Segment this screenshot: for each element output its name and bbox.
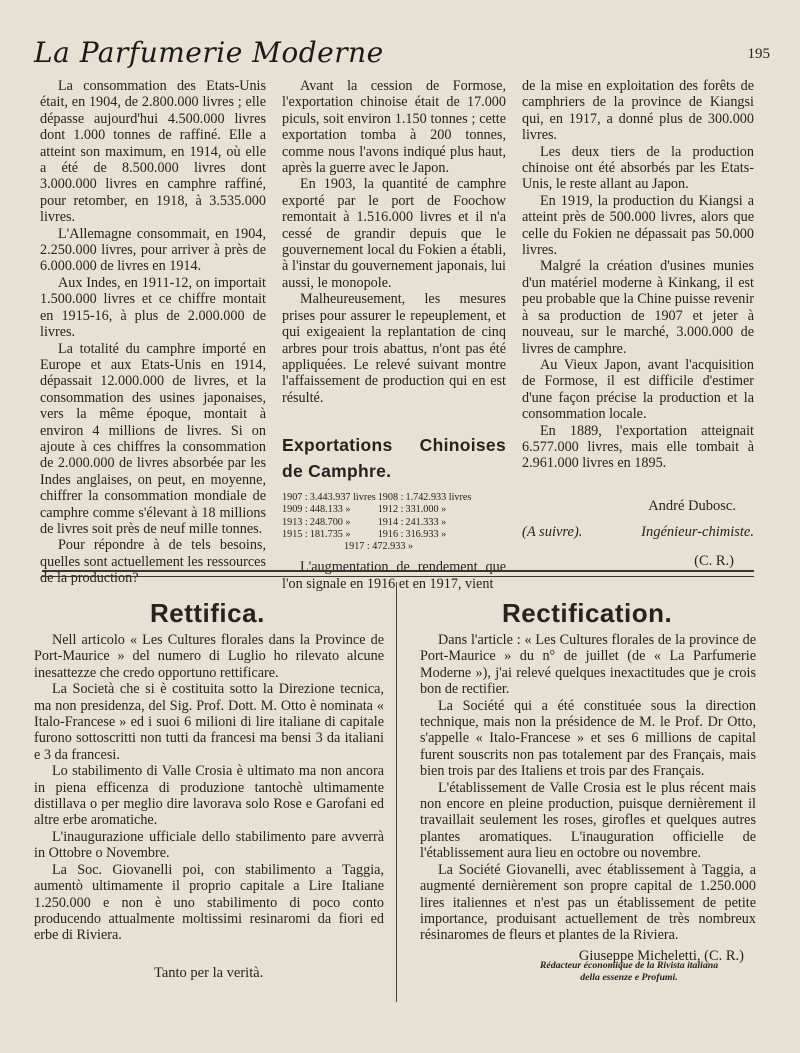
paragraph: La Soc. Giovanelli poi, con stabilimento a Taggia, aumentò ultimamente il proprio capitale a Lire Italiane 1.250.000 e non è uno stabilimento di poco conto producendo attualmente moltissimi resinaromi da fiori ed erbe di Riviera.: [34, 861, 384, 944]
closing-line: Tanto per la verità.: [154, 965, 264, 981]
rectification-body: [420, 632, 756, 964]
signature-line: [522, 524, 754, 540]
paragraph: L'inaugurazione ufficiale dello stabilimento pare avverrà in Ottobre o Novembre.: [34, 828, 384, 862]
author-role: Ingénieur-chimiste.: [641, 524, 754, 541]
section-divider: [42, 576, 754, 577]
signature-title-line: della essenze e Profumi.: [580, 971, 678, 983]
table-cell: 1908 :: [377, 492, 404, 504]
paragraph: Nell articolo « Les Cultures florales dans la Province de Port-Maurice » del numero di Luglio ho rilevato alcune inesattezze che credo opportuno rettificare.: [34, 632, 384, 681]
paragraph: Les deux tiers de la production chinoise ont été absorbés par les Etats-Unis, le reste allant au Japon.: [522, 143, 754, 193]
table-cell: 3.443.937 livres: [309, 492, 376, 504]
signature-title-line: Rédacteur économique de la Rivista italiana: [539, 960, 719, 971]
column-1: [40, 78, 266, 587]
table-row: [282, 492, 473, 504]
paragraph: L'établissement de Valle Crosia est le plus récent mais non encore en pleine production, puisque dernièrement il travaillait seulement les roses, girofles et quelques autres plantes aromatiques. L'inauguration officielle de l'établissement aura lieu en octobre ou novembre.: [420, 779, 756, 862]
table-row: [282, 541, 473, 553]
table-row: [282, 504, 473, 516]
paragraph: La consommation des Etats-Unis était, en 1904, de 2.800.000 livres ; elle dépasse aujourd'hui 4.500.000 livres dont 1.000 tonnes de raffiné. Elle a atteint son maximum, en 1914, où elle a été de 8.500.000 livres dont 3.000.000 livres en camphre raffiné, pour retomber, en 1918, à 3.535.000 livres.: [40, 78, 266, 226]
table-cell: 448.133 »: [309, 504, 351, 516]
exports-table: [282, 492, 473, 553]
page-number: 195: [747, 46, 770, 62]
table-row: [282, 517, 473, 529]
paragraph: L'augmentation de rendement que l'on signale en 1916 et en 1917, vient: [282, 559, 506, 592]
table-cell: 1913 :: [282, 516, 308, 528]
table-cell: 1916 :: [377, 528, 404, 540]
table-cell: 181.735 »: [309, 528, 351, 540]
paragraph: Aux Indes, en 1911-12, on importait 1.500.000 livres et ce chiffre montait en 1915-16, à plus de 2.000.000 de livres.: [40, 274, 266, 341]
masthead: [34, 36, 774, 76]
paragraph: L'Allemagne consommait, en 1904, 2.250.000 livres, pour arriver à près de 6.000.000 de livres en 1914.: [40, 225, 266, 275]
paragraph: de la mise en exploitation des forêts de camphriers de la province de Kiangsi qui, en 1917, a donné plus de 300.000 livres.: [522, 78, 754, 144]
exports-heading: Exportations Chinoises de Camphre.: [282, 435, 506, 482]
table-cell: 1915 :: [282, 528, 308, 540]
table-cell: 331.000 »: [405, 504, 447, 516]
table-cell: 248.700 »: [309, 516, 351, 528]
paragraph: La totalité du camphre importé en Europe et aux Etats-Unis en 1914, dépassait 12.000.000 de livres, et la consommation des usines japonaises, vers la même époque, montait à environ 4 millions de livres. Si on ajoute à ces chiffres la consommation de 2.000.000 de livres absorbée par les Indes anglaises, on peut, en moyenne, chiffrer la consommation mondiale de camphre comme s'élevant à 18 millions de livres soit près de neuf mille tonnes.: [40, 340, 266, 537]
table-row: [282, 529, 473, 541]
journal-title: La Parfumerie Moderne: [34, 36, 384, 69]
paragraph: Malheureusement, les mesures prises pour assurer le repeuplement, et qui exigeaient la replantation de cinq arbres pour trois abattus, n'ont pas été appliquées. Le relevé suivant montre l'affaissement de production qui en est résulté.: [282, 291, 506, 406]
table-cell: 241.333 »: [405, 516, 447, 528]
paragraph: Avant la cession de Formose, l'exportation chinoise était de 17.000 piculs, soit environ 1.150 tonnes ; cette exportation tomba à 200 tonnes, comme nous l'avons indiqué plus haut, après la guerre avec le Japon.: [282, 78, 506, 177]
to-be-continued: (A suivre).: [522, 524, 583, 541]
table-cell: 1917 : 472.933 »: [344, 540, 414, 552]
paragraph: Pour répondre à de tels besoins, quelles sont actuellement les ressources de la production?: [40, 537, 266, 587]
section-divider: [42, 570, 754, 572]
rectification-title: Rectification.: [502, 598, 673, 628]
column-3: [522, 78, 754, 569]
paragraph: En 1889, l'exportation atteignait 6.577.000 livres, mais elle tombait à 2.961.000 livres en 1895.: [522, 422, 754, 472]
paragraph: En 1903, la quantité de camphre exporté par le port de Foochow remontait à 1.516.000 livres et il n'a cessé de grandir depuis que le gouvernement local du Fokien a établi, à l'instar du gouvernement japonais, lui aussi, le monopole.: [282, 176, 506, 291]
table-cell: 1907 :: [282, 492, 308, 504]
paragraph: Dans l'article : « Les Cultures florales de la province de Port-Maurice » du n° de juillet (de « La Parfumerie Moderne »), j'ai relevé quelques inexactitudes que je crois bon de rectifier.: [420, 632, 756, 698]
paragraph: Au Vieux Japon, avant l'acquisition de Formose, il est difficile d'estimer d'une façon précise la production et la consommation locale.: [522, 356, 754, 423]
table-cell: 1.742.933 livres: [405, 492, 472, 504]
paragraph: Malgré la création d'usines munies d'un matériel moderne à Kinkang, il est peu probable que la Chine puisse revenir à sa production de 1907 et jeter à nouveau, sur le marché, 3.000.000 de livres de camphre.: [522, 258, 754, 357]
paragraph: Lo stabilimento di Valle Crosia è ultimato ma non ancora in piena efficenza di produzione tantochè ultimamente distillava o per meglio dire lavorava solo Rose e Garofani ed altre erbe aromatiche.: [34, 763, 384, 829]
rettifica-title: Rettifica.: [150, 598, 265, 628]
signature-title: [488, 960, 770, 983]
table-cell: 1914 :: [377, 516, 404, 528]
column-2: [282, 78, 506, 592]
paragraph: La Société Giovanelli, avec établissement à Taggia, a augmenté dernièrement son propre capital de 1.250.000 lires italiennes et n'est pas un établissement de petite importance, produisant actuellement de très nombreux résinaromes de fleurs et plantes de la Riviera.: [420, 861, 756, 944]
signature: Giuseppe Micheletti, (C. R.): [578, 947, 744, 964]
author-name: André Dubosc.: [648, 497, 736, 514]
paragraph: La Società che si è costituita sotto la Direzione tecnica, ma non presidenza, del Sig. Prof. Dott. M. Otto è nominata « Italo-Francese » ed i suoi 6 milioni di lire italiane di capitale furono sottoscritti non tutti da francesi ma bensi 3 da italiani e 3 da francesi.: [34, 681, 384, 763]
column-divider: [396, 582, 397, 1002]
paragraph: En 1919, la production du Kiangsi a atteint près de 500.000 livres, alors que celle du Fokien ne dépassait pas 50.000 livres.: [522, 192, 754, 259]
table-cell: 1912 :: [377, 504, 404, 516]
credit: (C. R.): [694, 552, 734, 569]
rettifica-body: [34, 632, 384, 944]
table-cell: 1909 :: [282, 504, 308, 516]
table-cell: 316.933 »: [405, 528, 447, 540]
paragraph: La Société qui a été constituée sous la direction technique, mais non la présidence de M. le Prof. Dr Otto, s'appelle « Italo-Francese » et ses 6 millions de capital furent souscrits non pas totalement par des Français, mais bien trois par des Italiens et trois par des Français.: [420, 697, 756, 780]
